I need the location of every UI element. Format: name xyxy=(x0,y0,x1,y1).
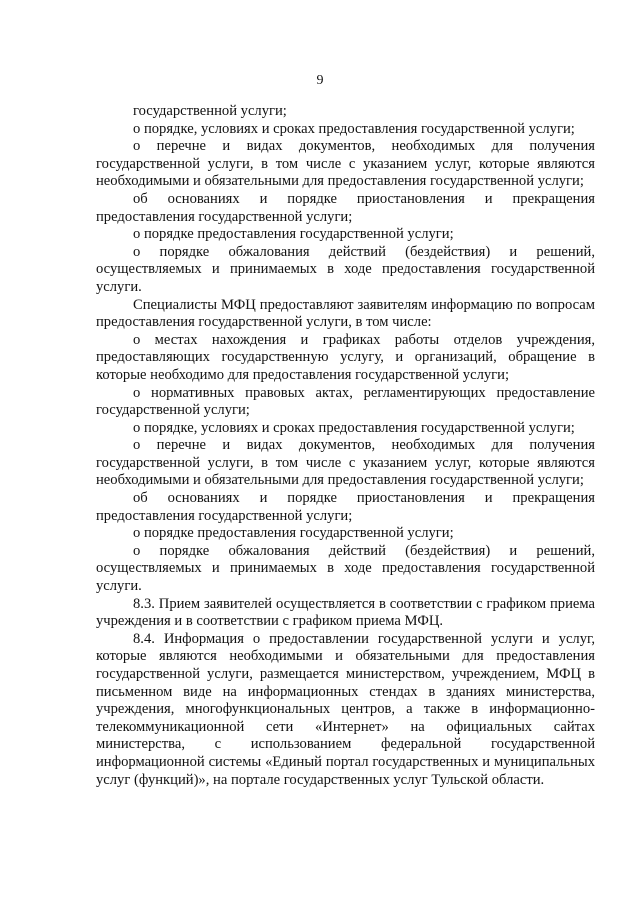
paragraph: о порядке предоставления государственной услуги; xyxy=(133,525,454,542)
paragraph: об основаниях и порядке приостановления и прекращения предоставления государственной услуги; xyxy=(96,190,595,225)
paragraph: о порядке предоставления государственной услуги; xyxy=(133,226,454,243)
paragraph: о перечне и видах документов, необходимых для получения государственной услуги, в том числе с указанием услуг, которые являются необходимыми и обязательными для предоставления государственной услуги; xyxy=(96,437,595,489)
document-body xyxy=(96,103,595,789)
page-number: 9 xyxy=(316,73,324,88)
paragraph: о нормативных правовых актах, регламентирующих предоставление государственной услуги; xyxy=(96,384,595,419)
paragraph: об основаниях и порядке приостановления и прекращения предоставления государственной услуги; xyxy=(96,490,595,524)
paragraph: 8.4. Информация о предоставлении государственной услуги и услуг, которые являются необходимыми и обязательными для предоставления государственной услуги, размещается министерством, учреждением, МФЦ в письменном виде на информационных стендах в зданиях министерства, учреждения, многофункциональных центров, а также в информационно-телекоммуникационной сети «Интернет» на официальных сайтах министерства, с использованием федеральной государственной информационной системы «Единый портал государственных и муниципальных услуг (функций)», на портале государственных услуг Тульской области. xyxy=(96,630,595,788)
paragraph: о перечне и видах документов, необходимых для получения государственной услуги, в том числе с указанием услуг, которые являются необходимыми и обязательными для предоставления государственной услуги; xyxy=(96,138,595,190)
paragraph: 8.3. Прием заявителей осуществляется в соответствии с графиком приема учреждения и в соответствии с графиком приема МФЦ. xyxy=(96,595,595,630)
paragraph: Специалисты МФЦ предоставляют заявителям информацию по вопросам предоставления государственной услуги, в том числе: xyxy=(96,296,595,331)
paragraph: о местах нахождения и графиках работы отделов учреждения, предоставляющих государственную услугу, и организаций, обращение в которые необходимо для предоставления государственной услуги; xyxy=(96,331,595,383)
paragraph: о порядке, условиях и сроках предоставления государственной услуги; xyxy=(133,120,575,137)
paragraph: государственной услуги; xyxy=(133,103,287,119)
paragraph: о порядке обжалования действий (бездействия) и решений, осуществляемых и принимаемых в ходе предоставления государственной услуги. xyxy=(96,542,595,595)
paragraph: о порядке, условиях и сроках предоставления государственной услуги; xyxy=(133,419,575,436)
paragraph: о порядке обжалования действий (бездействия) и решений, осуществляемых и принимаемых в ходе предоставления государственной услуги. xyxy=(96,243,595,295)
